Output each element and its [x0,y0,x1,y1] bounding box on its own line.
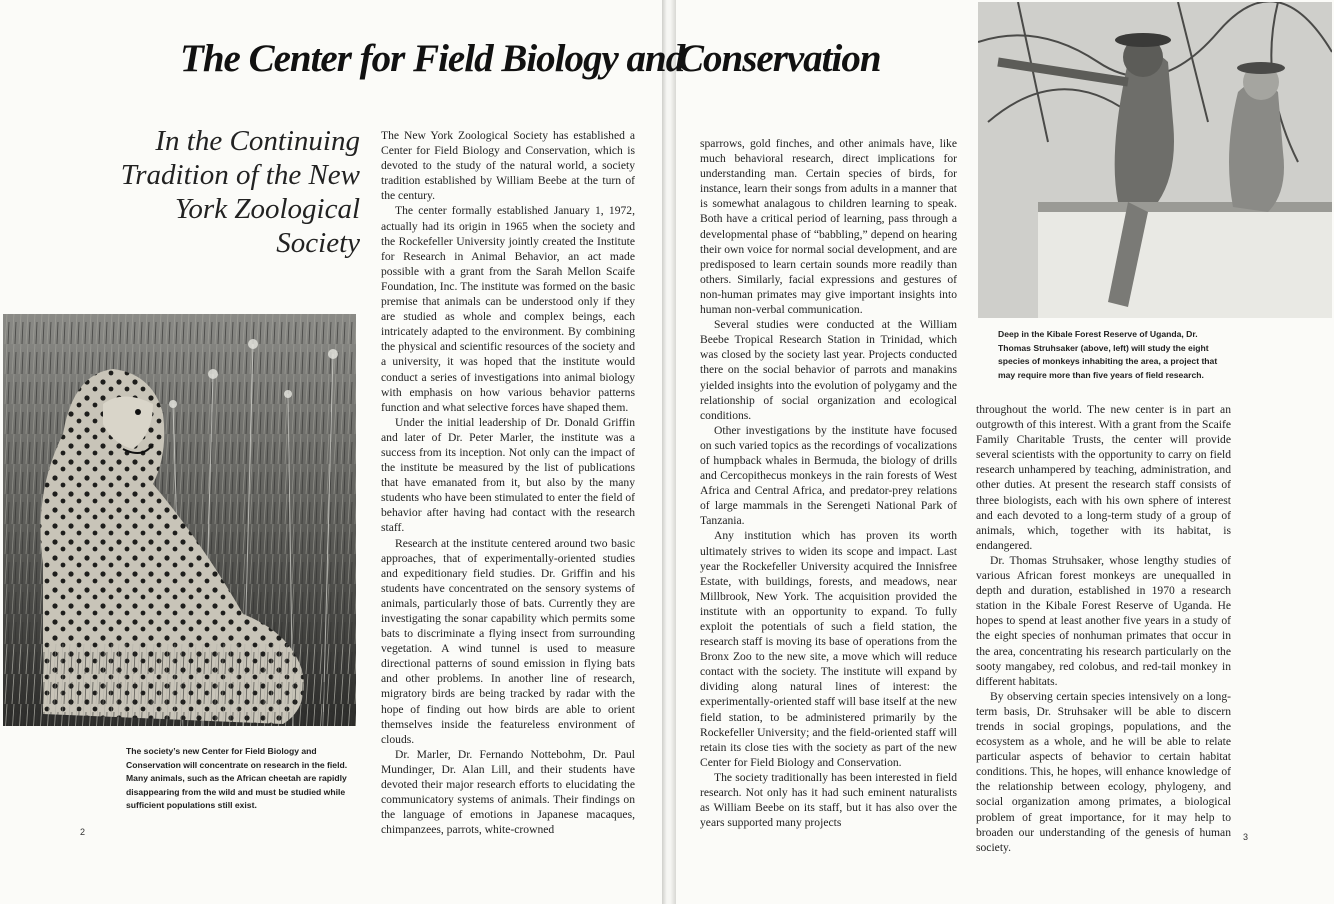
paragraph: Other investigations by the institute have focused on such varied topics as the recordings of vocalizations of humpback whales in Bermuda, the biology of drills and Cercopithecus monkeys in the rain forests of West Africa and Central Africa, and predator-prey relations of large mammals in the Serengeti National Park of Tanzania. [700,423,957,528]
headline-left: The Center for Field Biology and [180,37,685,80]
paragraph: Under the initial leadership of Dr. Donald Griffin and later of Dr. Peter Marler, the institute was a success from its inception. Not only can the impact of the institute be measured by the list of publications that have emanated from it, but also by the many students who have been stimulated to enter the field of behavior after having had contact with the research staff. [381,415,635,535]
page-number-right: 3 [1243,832,1249,842]
headline-right: Conservation [678,37,881,80]
page-gutter [662,0,676,904]
paragraph: The New York Zoological Society has established a Center for Field Biology and Conservation, which is devoted to the study of the natural world, a society tradition established by William Beebe at the turn of the century. [381,129,635,203]
cheetah-photo [3,314,356,726]
paragraph: Research at the institute centered around two basic approaches, that of experimentally-oriented studies and expeditionary field studies. Dr. Griffin and his students have concentrated on the sensory systems of animals, particularly those of bats. Currently they are investigating the sonar capability which permits some bats to discriminate a flying insect from surrounding vegetation. A wind tunnel is used to measure directional patterns of sound emission in flying bats and other problems. In another line of research, migratory birds are being tracked by radar with the hope of finding out how birds are able to orient themselves inside the featureless environment of clouds. [381,536,635,746]
paragraph: throughout the world. The new center is in part an outgrowth of this interest. With a grant from the Scaife Family Charitable Trusts, the center will provide several scientists with the opportunity to carry on field research unhampered by teaching, administration, and other duties. At present the research staff consists of three biologists, each with his own sphere of interest and each devoted to a long-term study of a group of animals, which, together with its habitat, is endangered. [976,403,1231,552]
field-photo-caption: Deep in the Kibale Forest Reserve of Uganda, Dr. Thomas Struhsaker (above, left) will study the eight species of monkeys inhabiting the area, a project that may require more than five years of field research. [998,329,1218,380]
paragraph: The center formally established January 1, 1972, actually had its origin in 1965 when the society and the Rockefeller University jointly created the Institute for Research in Animal Behavior, an act made possible with a grant from the Sarah Mellon Scaife Foundation, Inc. The institute was formed on the basic premise that animals can be understood only if they are studied as whole and complex beings, each intricately adapted to the environment. By combining the physical and scientific resources of the society and a university, it was hoped that the institute would conduct a series of investigations into animal biology with emphasis on how various behavior patterns function and what selective forces have shaped them. [381,204,635,414]
body-column-3 [976,402,1231,855]
paragraph: Any institution which has proven its worth ultimately strives to widen its scope and impact. Last year the Rockefeller University acquired the Innisfree Estate, with buildings, forests, and meadows, near Millbrook, New York. The acquisition provided the institute with an opportunity to expand. To fully exploit the potentials of such a field station, the research staff is moving its base of operations from the Bronx Zoo to the new site, a move which will reduce contact with the society. The institute will expand by dividing along natural lines of interest: the experimentally-oriented staff will base itself at the new field station, to be administered primarily by the Rockefeller University; and the field-oriented staff will retain its close ties with the society as part of the new Center for Field Biology and Conservation. [700,529,957,769]
cheetah-photo-caption: The society’s new Center for Field Biology and Conservation will concentrate on research in the field. Many animals, such as the African cheetah are rapidly disappearing from the wild and must be studied while sufficient populations still exist. [126,746,348,811]
paragraph: The society traditionally has been interested in field research. Not only has it had such eminent naturalists as William Beebe on its staff, but it has also over the years supported many projects [700,770,957,830]
body-column-2 [700,136,957,830]
paragraph: By observing certain species intensively on a long-term basis, Dr. Struhsaker will be able to discern trends in social gropings, populations, and the ecosystem as a whole, and he will be able to relate particular aspects of behavior to certain habitat conditions. This, he hopes, will enhance knowledge of the relationship between ecology, phylogeny, and social organization among primates, a biological problem of great importance, for it may help to broaden our understanding of the genesis of human society. [976,689,1231,854]
page-number-left: 2 [80,827,86,837]
field-researchers-photo [978,2,1332,318]
paragraph: sparrows, gold finches, and other animals have, like much behavioral research, direct implications for understanding man. Certain species of birds, for instance, learn their songs from adults in a manner that is somewhat analagous to children learning to speak. Both have a critical period of learning, pass through a developmental phase of “babbling,” depend on hearing their own voice for normal social development, and are predisposed to learn certain sounds more readily than others. Similarly, facial expressions and gestures of non-human primates may give important insights into human non-verbal communication. [700,137,957,317]
paragraph: Dr. Marler, Dr. Fernando Nottebohm, Dr. Paul Mundinger, Dr. Alan Lill, and their students have devoted their major research efforts to elucidating the communicatory systems of animals. Their findings on the language of emotions in Japanese macaques, chimpanzees, parrots, white-crowned [381,747,635,837]
body-column-1 [381,128,635,837]
paragraph: Several studies were conducted at the William Beebe Tropical Research Station in Trinidad, which was closed by the society last year. Projects conducted there on the social behavior of parrots and manakins yielded insights into the evolution of polygamy and the relationship of social organization and ecological conditions. [700,318,957,422]
subheading: In the Continuing Tradition of the New York Zoological Society [120,125,360,259]
paragraph: Dr. Thomas Struhsaker, whose lengthy studies of various African forest monkeys are unequalled in depth and duration, established in 1970 a research station in the Kibale Forest Reserve of Uganda. He hopes to spend at least another five years in a study of the eight species of nonhuman primates that occur in the area, concentrating his research particularly on the sooty mangabey, red colobus, and red-tail monkey in different habitats. [976,553,1231,688]
